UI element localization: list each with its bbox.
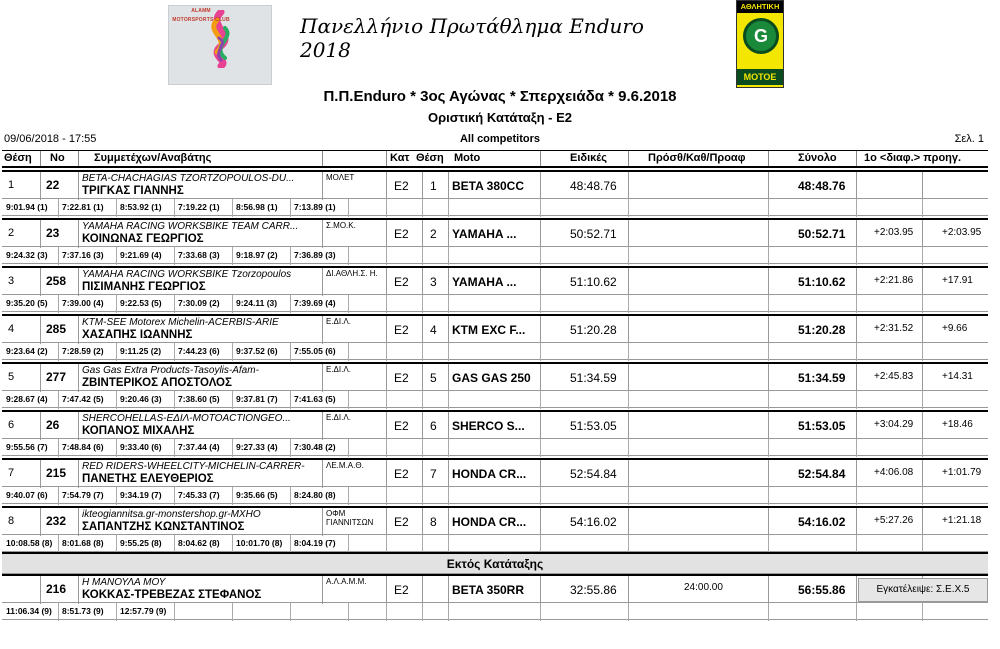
federation-logo-bottom: ΜΟΤΟΕ [737, 69, 783, 85]
rider-club: ΟΦΜ ΓΙΑΝΝΙΤΣΩΝ [326, 509, 374, 527]
lap-time: 7:36.89 (3) [294, 250, 336, 260]
specials-time: 48:48.76 [570, 179, 617, 193]
rider-position: 8 [8, 515, 15, 527]
lap-time: 10:01.70 (8) [236, 538, 283, 548]
col-penalties: Πρόσθ/Καθ/Προαφ [648, 152, 746, 164]
lap-time: 10:08.58 (8) [6, 538, 53, 548]
class-position: 5 [430, 371, 437, 385]
gap-to-first: +2:31.52 [874, 323, 914, 334]
total-time: 50:52.71 [798, 227, 846, 241]
page-number: Σελ. 1 [954, 133, 984, 145]
table-row [2, 218, 988, 246]
lap-time: 7:30.48 (2) [294, 442, 336, 452]
club-logo [168, 5, 272, 85]
lap-time: 9:37.52 (6) [236, 346, 278, 356]
lap-times-row [2, 294, 988, 312]
rider-club: Σ.ΜΟ.Κ. [326, 221, 356, 230]
col-position: Θέση [4, 152, 32, 164]
team-name: Gas Gas Extra Products-Tasoylis-Afam- [82, 365, 259, 376]
excluded-section-header: Εκτός Κατάταξης [2, 552, 988, 574]
lap-time: 9:11.25 (2) [120, 346, 162, 356]
lap-time: 7:30.09 (2) [178, 298, 220, 308]
team-name: ikteogiannitsa.gr-monstershop.gr-MXHO [82, 509, 261, 520]
gap-to-first: +4:06.08 [874, 467, 914, 478]
lap-time: 7:37.44 (4) [178, 442, 220, 452]
rider-number: 285 [46, 322, 67, 336]
lap-times-row [2, 198, 988, 216]
total-time: 51:20.28 [798, 323, 846, 337]
event-title: Π.Π.Enduro * 3ος Αγώνας * Σπερχειάδα * 9.6.2018 [323, 88, 677, 105]
table-row [2, 362, 988, 390]
gap-to-first: +2:45.83 [874, 371, 914, 382]
total-time: 56:55.86 [798, 583, 846, 597]
lap-time: 7:39.69 (4) [294, 298, 336, 308]
rider-class: E2 [394, 419, 409, 433]
retirement-status: Εγκατέλειψε: Σ.Ε.Χ.5 [858, 578, 988, 602]
lap-time: 9:40.07 (6) [6, 490, 48, 500]
lap-times-row [2, 534, 988, 552]
rider-number: 215 [46, 466, 67, 480]
lap-time: 7:54.79 (7) [62, 490, 104, 500]
specials-time: 52:54.84 [570, 467, 617, 481]
federation-logo-top: ΑΘΛΗΤΙΚΗ [737, 1, 783, 13]
rider-number: 277 [46, 370, 67, 384]
specials-time: 51:53.05 [570, 419, 617, 433]
rider-name: ΠΑΝΕΤΗΣ ΕΛΕΥΘΕΡΙΟΣ [82, 473, 214, 485]
rider-position: 2 [8, 227, 15, 239]
table-row [2, 574, 988, 602]
motorcycle: HONDA CR... [452, 515, 527, 529]
lap-times-row [2, 390, 988, 408]
lap-time: 8:24.80 (8) [294, 490, 336, 500]
gap-to-previous: +14.31 [942, 371, 973, 382]
lap-time: 7:45.33 (7) [178, 490, 220, 500]
lap-time: 7:13.89 (1) [294, 202, 336, 212]
rider-number: 26 [46, 418, 60, 432]
team-name: YAMAHA RACING WORKSBIKE Tzorzopoulos [82, 269, 292, 280]
lap-time: 8:53.92 (1) [120, 202, 162, 212]
table-row [2, 506, 988, 534]
lap-time: 11:06.34 (9) [6, 606, 52, 616]
rider-class: E2 [394, 467, 409, 481]
rider-name: ΚΟΚΚΑΣ-ΤΡΕΒΕΖΑΣ ΣΤΕΦΑΝΟΣ [82, 589, 262, 601]
penalty-time: 24:00.00 [684, 582, 723, 593]
lap-time: 9:55.25 (8) [120, 538, 162, 548]
lap-times-row [2, 342, 988, 360]
lap-time: 9:35.66 (5) [236, 490, 278, 500]
class-position: 7 [430, 467, 437, 481]
total-time: 51:10.62 [798, 275, 846, 289]
rider-class: E2 [394, 323, 409, 337]
rider-class: E2 [394, 275, 409, 289]
specials-time: 51:34.59 [570, 371, 617, 385]
col-moto: Moto [454, 152, 481, 164]
motorcycle: GAS GAS 250 [452, 371, 531, 385]
lap-time: 9:22.53 (5) [120, 298, 162, 308]
team-name: SHERCOHELLAS-ΕΔΙΛ-MOTOACTIONGEO... [82, 413, 291, 424]
result-entry [2, 362, 988, 408]
total-time: 51:34.59 [798, 371, 846, 385]
result-entry [2, 218, 988, 264]
total-time: 52:54.84 [798, 467, 846, 481]
classification-title: Οριστική Κατάταξη - Ε2 [427, 110, 572, 125]
lap-time: 9:23.64 (2) [6, 346, 48, 356]
class-position: 4 [430, 323, 437, 337]
lap-time: 8:04.19 (7) [294, 538, 336, 548]
result-entry [2, 266, 988, 312]
motorcycle: BETA 350RR [452, 583, 525, 597]
rider-class: E2 [394, 179, 409, 193]
team-name: YAMAHA RACING WORKSBIKE TEAM CARR... [82, 221, 299, 232]
gap-to-previous: +2:03.95 [942, 227, 982, 238]
lap-time: 8:04.62 (8) [178, 538, 220, 548]
federation-logo [736, 0, 784, 88]
lap-time: 9:24.32 (3) [6, 250, 48, 260]
rider-position: 6 [8, 419, 15, 431]
club-logo-text: ALAMM MOTORSPORTS CLUB [172, 8, 230, 23]
specials-time: 32:55.86 [570, 583, 617, 597]
lap-time: 7:28.59 (2) [62, 346, 104, 356]
lap-time: 9:28.67 (4) [6, 394, 48, 404]
col-specials: Ειδικές [570, 152, 607, 164]
col-total: Σύνολο [798, 152, 837, 164]
rider-club: Ε.ΔΙ.Λ. [326, 365, 351, 374]
rider-name: ΧΑΣΑΠΗΣ ΙΩΑΝΝΗΣ [82, 329, 193, 341]
rider-number: 216 [46, 582, 67, 596]
lap-time: 7:37.16 (3) [62, 250, 104, 260]
rider-number: 23 [46, 226, 60, 240]
rider-club: Ε.ΔΙ.Λ. [326, 413, 351, 422]
motorcycle: BETA 380CC [452, 179, 525, 193]
specials-time: 50:52.71 [570, 227, 617, 241]
specials-time: 54:16.02 [570, 515, 617, 529]
team-name: KTM-SEE Motorex Michelin-ACERBIS-ARIE [82, 317, 279, 328]
lap-time: 9:18.97 (2) [236, 250, 278, 260]
result-entry [2, 314, 988, 360]
lap-time: 9:55.56 (7) [6, 442, 48, 452]
rider-name: ΠΙΣΙΜΑΝΗΣ ΓΕΩΡΓΙΟΣ [82, 281, 206, 293]
gap-to-previous: +17.91 [942, 275, 973, 286]
lap-time: 9:27.33 (4) [236, 442, 278, 452]
rider-class: E2 [394, 515, 409, 529]
lap-time: 9:20.46 (3) [120, 394, 162, 404]
gap-to-first: +2:03.95 [874, 227, 914, 238]
team-name: RED RIDERS-WHEELCITY-MICHELIN-CARRER- [82, 461, 305, 472]
lap-time: 8:56.98 (1) [236, 202, 278, 212]
print-datetime: 09/06/2018 - 17:55 [4, 133, 97, 145]
motorcycle: YAMAHA ... [452, 275, 517, 289]
gap-to-first: +5:27.26 [874, 515, 914, 526]
rider-club: Α.Λ.Α.Μ.Μ. [326, 577, 367, 586]
gap-to-previous: +18.46 [942, 419, 973, 430]
lap-time: 7:44.23 (6) [178, 346, 220, 356]
rider-club: ΛΕ.Μ.Α.Θ. [326, 461, 364, 470]
total-time: 54:16.02 [798, 515, 846, 529]
federation-emblem: G [743, 18, 779, 54]
team-name: BETA-CHACHAGIAS TZORTZOPOULOS-DU... [82, 173, 295, 184]
lap-time: 7:41.63 (5) [294, 394, 336, 404]
lap-time: 7:38.60 (5) [178, 394, 220, 404]
result-entry [2, 170, 988, 216]
rider-name: ΤΡΙΓΚΑΣ ΓΙΑΝΝΗΣ [82, 185, 184, 197]
class-position: 6 [430, 419, 437, 433]
lap-time: 7:33.68 (3) [178, 250, 220, 260]
rider-club: ΔΙ.ΑΘΛΗ.Σ. Η. [326, 269, 378, 278]
table-row [2, 266, 988, 294]
total-time: 48:48.76 [798, 179, 846, 193]
rider-position: 4 [8, 323, 15, 335]
col-class: Κατ [390, 152, 410, 164]
rider-name: ΚΟΙΝΩΝΑΣ ΓΕΩΡΓΙΟΣ [82, 233, 204, 245]
table-header [2, 150, 988, 168]
col-class-position: Θέση [416, 152, 444, 164]
class-position: 3 [430, 275, 437, 289]
lap-time: 9:33.40 (6) [120, 442, 162, 452]
rider-class: E2 [394, 583, 409, 597]
rider-number: 232 [46, 514, 67, 528]
lap-times-row [2, 602, 988, 620]
table-row [2, 170, 988, 198]
championship-title: Πανελλήνιο Πρωτάθλημα Enduro 2018 [300, 14, 644, 62]
lap-time: 7:19.22 (1) [178, 202, 220, 212]
total-time: 51:53.05 [798, 419, 846, 433]
motorcycle: HONDA CR... [452, 467, 527, 481]
class-position: 2 [430, 227, 437, 241]
rider-number: 258 [46, 274, 67, 288]
motorcycle: KTM EXC F... [452, 323, 526, 337]
lap-time: 9:01.94 (1) [6, 202, 48, 212]
lap-time: 12:57.79 (9) [120, 606, 167, 616]
result-entry [2, 506, 988, 552]
rider-club: Ε.ΔΙ.Λ. [326, 317, 351, 326]
rider-class: E2 [394, 227, 409, 241]
motorcycle: YAMAHA ... [452, 227, 517, 241]
specials-time: 51:20.28 [570, 323, 617, 337]
table-row [2, 458, 988, 486]
lap-times-row [2, 486, 988, 504]
lap-time: 8:51.73 (9) [62, 606, 104, 616]
result-entry [2, 410, 988, 456]
team-name: Η ΜΑΝΟΥΛΑ ΜΟΥ [82, 577, 166, 588]
rider-name: ΚΟΠΑΝΟΣ ΜΙΧΑΛΗΣ [82, 425, 195, 437]
excluded-entry [2, 574, 988, 620]
rider-position: 5 [8, 371, 15, 383]
rider-class: E2 [394, 371, 409, 385]
result-entry [2, 458, 988, 504]
table-row [2, 410, 988, 438]
table-row [2, 314, 988, 342]
col-rider: Συμμετέχων/Αναβάτης [94, 152, 212, 164]
lap-time: 9:24.11 (3) [236, 298, 278, 308]
lap-time: 9:34.19 (7) [120, 490, 162, 500]
lap-times-row [2, 438, 988, 456]
class-position: 8 [430, 515, 437, 529]
gap-to-previous: +1:01.79 [942, 467, 982, 478]
lap-time: 9:21.69 (4) [120, 250, 162, 260]
rider-position: 3 [8, 275, 15, 287]
lap-time: 9:37.81 (7) [236, 394, 278, 404]
lap-time: 9:35.20 (5) [6, 298, 48, 308]
rider-club: ΜΟΛΕΤ [326, 173, 355, 182]
gap-to-previous: +9.66 [942, 323, 968, 334]
lap-time: 7:47.42 (5) [62, 394, 104, 404]
col-number: Νο [50, 152, 65, 164]
col-gaps: 1ο <διαφ.> προηγ. [864, 152, 962, 164]
rider-position: 7 [8, 467, 15, 479]
lap-times-row [2, 246, 988, 264]
gap-to-first: +2:21.86 [874, 275, 914, 286]
rider-name: ΣΑΠΑΝΤΖΗΣ ΚΩΝΣΤΑΝΤΙΝΟΣ [82, 521, 245, 533]
rider-position: 1 [8, 179, 15, 191]
lap-time: 8:01.68 (8) [62, 538, 104, 548]
lap-time: 7:22.81 (1) [62, 202, 104, 212]
specials-time: 51:10.62 [570, 275, 617, 289]
lap-time: 7:39.00 (4) [62, 298, 104, 308]
rider-name: ΖΒΙΝΤΕΡΙΚΟΣ ΑΠΟΣΤΟΛΟΣ [82, 377, 232, 389]
motorcycle: SHERCO S... [452, 419, 525, 433]
lap-time: 7:48.84 (6) [62, 442, 104, 452]
class-position: 1 [430, 179, 437, 193]
competitor-group: All competitors [459, 133, 541, 145]
gap-to-first: +3:04.29 [874, 419, 914, 430]
rider-number: 22 [46, 178, 60, 192]
lap-time: 7:55.05 (6) [294, 346, 336, 356]
gap-to-previous: +1:21.18 [942, 515, 982, 526]
